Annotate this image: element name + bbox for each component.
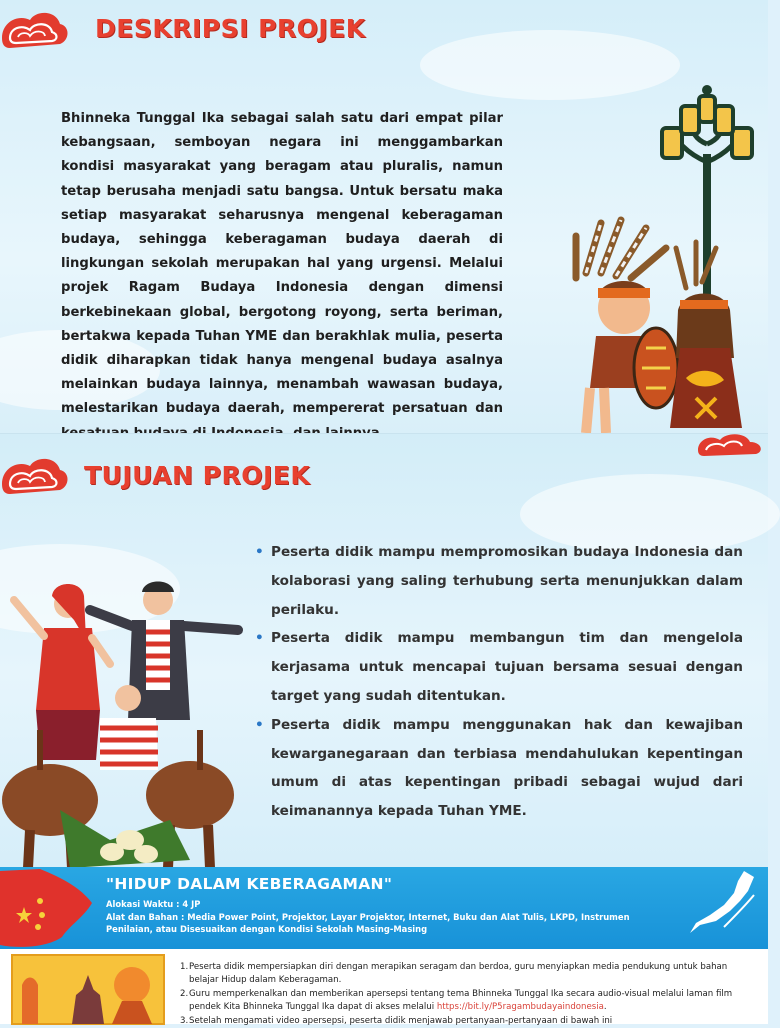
goal-item: • Peserta didik mampu mempromosikan budaya Indonesia dan kolaborasi yang saling terhubung serta menunjukkan dalam perilaku. xyxy=(255,544,743,618)
materials-line-1: Alat dan Bahan : Media Power Point, Projektor, Layar Projektor, Internet, Buku dan Alat Tulis, LKPD, Instrumen xyxy=(106,912,630,922)
goal-item: • Peserta didik mampu membangun tim dan mengelola kerjasama untuk mencapai tujuan bersama sesuai dengan target yang sudah ditentukan. xyxy=(255,630,743,704)
indonesia-map-red-icon xyxy=(0,867,100,949)
section-tujuan-projek xyxy=(0,433,768,868)
description-paragraph: Bhinneka Tunggal Ika sebagai salah satu dari empat pilar kebangsaan, semboyan negara ini menggambarkan kondisi masyarakat yang beragam atau pluralis, namun tetap berusaha menjadi satu bangsa. Untuk bersatu maka setiap masyarakat seharusnya mengenal keberagaman budaya, sehingga keberagaman budaya daerah di lingkungan sekolah merupakan hal yang urgensi. Melalui projek Ragam Budaya Indonesia dengan dimensi berkebinekaan global, bergotong royong, serta beriman, bertakwa kepada Tuhan YME dan berakhlak mulia, peserta didik diharapkan tidak hanya mengenal budaya asalnya melainkan budaya lainnya, menambah wawasan budaya, melestarikan budaya daerah, mempererat persatuan dan xyxy=(61,111,503,417)
goals-list xyxy=(255,538,743,826)
activity-banner xyxy=(0,867,768,949)
step-item: 3.Setelah mengamati video apersepsi, peserta didik menjawab pertanyaan-pertanyaan di bawah ini xyxy=(180,1015,613,1026)
section-title: TUJUAN PROJEK xyxy=(84,461,311,490)
mega-mendung-ornament-icon xyxy=(0,454,70,502)
activity-steps xyxy=(180,961,755,1028)
film-link[interactable]: https://bit.ly/P5ragambudayaindonesia xyxy=(436,1002,604,1013)
dayak-dancers-illustration xyxy=(546,218,756,433)
step-item: 2.Guru memperkenalkan dan memberikan apersepsi tentang tema Bhinneka Tunggal Ika secara audio-visual melalui laman film pendek Kita Bhinneka Tunggal Ika dapat di akses melalui https://bit.ly/P5ragambudayaindonesia. xyxy=(180,988,733,1013)
section-hidup-dalam-keberagaman xyxy=(0,867,768,1024)
background-cloud xyxy=(420,30,680,100)
mega-mendung-ornament-icon xyxy=(694,432,768,458)
materials-line-2: Penilaian, atau Disesuaikan dengan Kondisi Sekolah Masing-Masing xyxy=(106,924,428,934)
section-title: DESKRIPSI PROJEK xyxy=(95,14,366,43)
time-allocation: Alokasi Waktu : 4 JP xyxy=(106,899,201,909)
karapan-sapi-dancers-illustration xyxy=(0,580,250,868)
map-silhouette-icon xyxy=(684,867,768,949)
mega-mendung-ornament-icon xyxy=(0,8,70,56)
section-deskripsi-projek xyxy=(0,0,768,433)
cultural-poster-thumbnail xyxy=(12,955,164,1024)
step-item: 1.Peserta didik mempersiapkan diri dengan merapikan seragam dan berdoa, guru menyiapkan media pendukung untuk bahan belajar Hidup dalam Keberagaman. xyxy=(180,962,728,986)
activity-title: "HIDUP DALAM KEBERAGAMAN" xyxy=(106,875,393,893)
goal-item: • Peserta didik mampu menggunakan hak dan kewajiban kewarganegaraan dan terbiasa mendahulukan kepentingan umum di atas kepentingan pribadi sebagai wujud dari keimanannya kepada Tuhan YME. xyxy=(255,716,743,820)
